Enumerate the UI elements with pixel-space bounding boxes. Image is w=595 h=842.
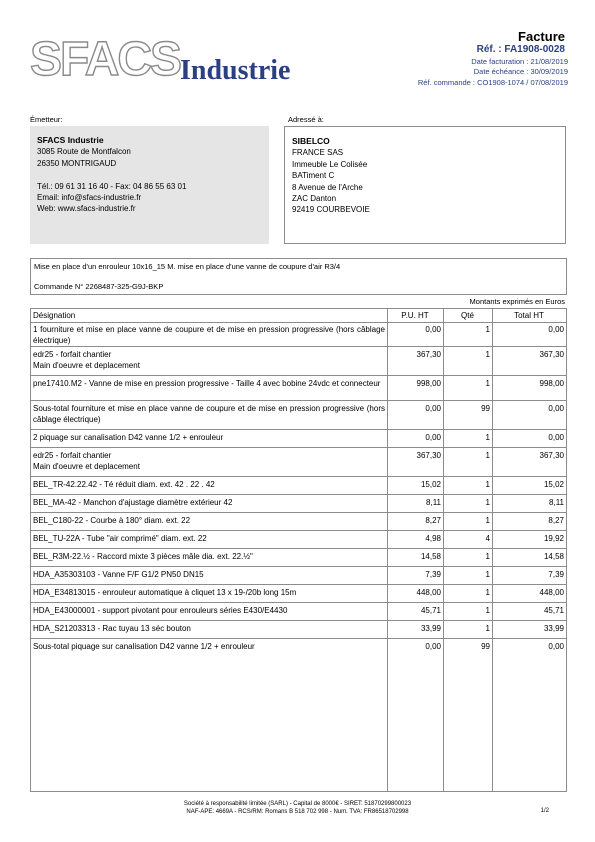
header-qte: Qté [461,311,474,320]
cell-unit-price: 0,00 [425,404,441,413]
currency-note: Montants exprimés en Euros [469,297,565,306]
table-row [31,567,566,585]
emitter-line: Web: www.sfacs-industrie.fr [37,204,136,214]
cell-designation: BEL_R3M-22.½ - Raccord mixte 3 pièces mâle dia. ext. 22.½" [33,552,253,561]
cell-designation: HDA_A35303103 - Vanne F/F G1/2 PN50 DN15 [33,570,204,579]
table-header [31,309,566,323]
footer-line-1: Société à responsabilité limitée (SARL) - Capital de 8000€ - SIRET: 51870299800023 [183,801,412,807]
cell-quantity: 1 [485,350,490,359]
cell-quantity: 1 [485,325,490,334]
cell-unit-price: 33,99 [420,624,441,633]
table-row [31,549,566,567]
cell-quantity: 1 [485,606,490,615]
table-row [31,531,566,549]
cell-quantity: 1 [485,570,490,579]
cell-unit-price: 14,58 [420,552,441,561]
cell-designation: HDA_E43000001 - support pivotant pour enrouleurs séries E430/E4430 [33,606,288,615]
cell-quantity: 99 [481,404,490,413]
cell-unit-price: 448,00 [416,588,441,597]
cell-designation: BEL_MA-42 - Manchon d'ajustage diamètre extérieur 42 [33,498,233,507]
cell-unit-price: 367,30 [416,451,441,460]
cell-designation: edr25 - forfait chantier Main d'oeuvre et deplacement [33,451,140,471]
cell-designation: Sous-total fourniture et mise en place vanne de coupure et de mise en pression progressive (hors câblage électrique) [33,404,385,424]
cell-total: 8,27 [548,516,564,525]
cell-unit-price: 7,39 [425,570,441,579]
emitter-name: SFACS Industrie [37,135,104,145]
cell-designation: 2 piquage sur canalisation D42 vanne 1/2 + enrouleur [33,433,224,442]
cell-quantity: 1 [485,498,490,507]
recipient-label: Adressé à: [288,115,324,124]
cell-quantity: 1 [485,451,490,460]
cell-unit-price: 0,00 [425,433,441,442]
recipient-line: BATiment C [292,171,335,181]
cell-total: 45,71 [543,606,564,615]
cell-quantity: 1 [485,480,490,489]
cell-total: 998,00 [539,379,564,388]
page-number: 1/2 [540,808,549,814]
emitter-label: Émetteur: [30,115,63,124]
order-ref: Réf. commande : CO1908-1074 / 07/08/2019 [417,78,568,87]
header-total: Total HT [514,311,544,320]
cell-quantity: 1 [485,433,490,442]
cell-unit-price: 0,00 [425,642,441,651]
cell-total: 19,92 [543,534,564,543]
cell-quantity: 1 [485,516,490,525]
cell-unit-price: 998,00 [416,379,441,388]
due-date: Date échéance : 30/09/2019 [473,67,568,76]
cell-designation: BEL_C180-22 - Courbe à 180° diam. ext. 22 [33,516,191,525]
cell-total: 8,11 [549,498,564,507]
table-row [31,477,566,495]
table-row [31,430,566,448]
cell-total: 448,00 [539,588,564,597]
order-number: Commande N° 2268487-325-G9J-BKP [34,282,164,291]
table-row [31,376,566,401]
recipient-line: 8 Avenue de l'Arche [292,182,363,192]
header-designation: Désignation [33,311,76,320]
emitter-line: Email: info@sfacs-industrie.fr [37,193,142,203]
emitter-line [37,169,186,180]
cell-unit-price: 8,27 [425,516,441,525]
emitter-line: 26350 MONTRIGAUD [37,158,117,168]
cell-total: 14,58 [543,552,564,561]
table-row [31,448,566,477]
cell-designation: Sous-total piquage sur canalisation D42 vanne 1/2 + enrouleur [33,642,255,651]
emitter-line: Tél.: 09 61 31 16 40 - Fax: 04 86 55 63 01 [37,181,187,191]
table-row [31,621,566,639]
cell-total: 0,00 [548,642,564,651]
cell-unit-price: 15,02 [420,480,441,489]
cell-unit-price: 4,98 [425,534,441,543]
table-row [31,495,566,513]
cell-unit-price: 367,30 [416,350,441,359]
table-row [31,639,566,817]
description-box [30,258,567,295]
recipient-name: SIBELCO [292,136,330,146]
cell-total: 7,39 [548,570,564,579]
invoice-ref: Réf. : FA1908-0028 [476,44,565,55]
cell-quantity: 1 [485,624,490,633]
description-text: Mise en place d'un enrouleur 10x16_15 M. mise en place d'une vanne de coupure d'air R3/4 [34,262,341,271]
emitter-line: 3085 Route de Montfalcon [37,147,131,157]
table-row [31,513,566,531]
recipient-line: FRANCE SAS [292,148,344,158]
recipient-line: Immeuble Le Colisée [292,159,368,169]
logo-subtitle: Industrie [180,55,291,86]
header-pu: P.U. HT [401,311,429,320]
cell-quantity: 1 [485,379,490,388]
logo-wordmark: SFACS [30,33,181,86]
cell-designation: HDA_E34813015 - enrouleur automatique à cliquet 13 x 19-/20b long 15m [33,588,297,597]
table-row [31,603,566,621]
company-logo [30,33,330,86]
cell-unit-price: 45,71 [420,606,441,615]
cell-unit-price: 0,00 [425,325,441,334]
recipient-line: 92419 COURBEVOIE [292,205,370,215]
cell-quantity: 1 [485,588,490,597]
invoice-date: Date facturation : 21/08/2019 [471,57,568,66]
invoice-title: Facture [518,29,565,44]
emitter-box [30,126,269,244]
cell-designation: 1 fourniture et mise en place vanne de coupure et de mise en pression progressive (hors câblage électrique) [33,325,385,345]
cell-total: 367,30 [539,451,564,460]
cell-quantity: 99 [481,642,490,651]
footer-line-2: NAF-APE: 4669A - RCS/RM: Romans B 518 702 998 - Num. TVA: FR86518702998 [186,809,409,815]
table-row [31,401,566,430]
recipient-line: ZAC Danton [292,194,337,204]
cell-total: 367,30 [539,350,564,359]
invoice-lines-table [30,308,567,792]
cell-quantity: 4 [485,534,490,543]
cell-total: 0,00 [548,404,564,413]
cell-designation: pne17410.M2 - Vanne de mise en pression progressive - Taille 4 avec bobine 24vdc et connecteur [33,379,381,388]
cell-designation: edr25 - forfait chantier Main d'oeuvre et deplacement [33,350,140,370]
cell-designation: BEL_TR-42.22.42 - Té réduit diam. ext. 42 . 22 . 42 [33,480,215,489]
table-row [31,322,566,347]
cell-total: 15,02 [543,480,564,489]
cell-total: 0,00 [548,325,564,334]
recipient-box [284,126,566,244]
cell-unit-price: 8,11 [426,498,441,507]
table-row [31,585,566,603]
cell-designation: HDA_S21203313 - Rac tuyau 13 séc bouton [33,624,191,633]
table-row [31,347,566,376]
cell-total: 0,00 [548,433,564,442]
cell-designation: BEL_TU-22A - Tube "air comprimé" diam. ext. 22 [33,534,207,543]
cell-total: 33,99 [543,624,564,633]
cell-quantity: 1 [485,552,490,561]
legal-footer [0,800,595,816]
